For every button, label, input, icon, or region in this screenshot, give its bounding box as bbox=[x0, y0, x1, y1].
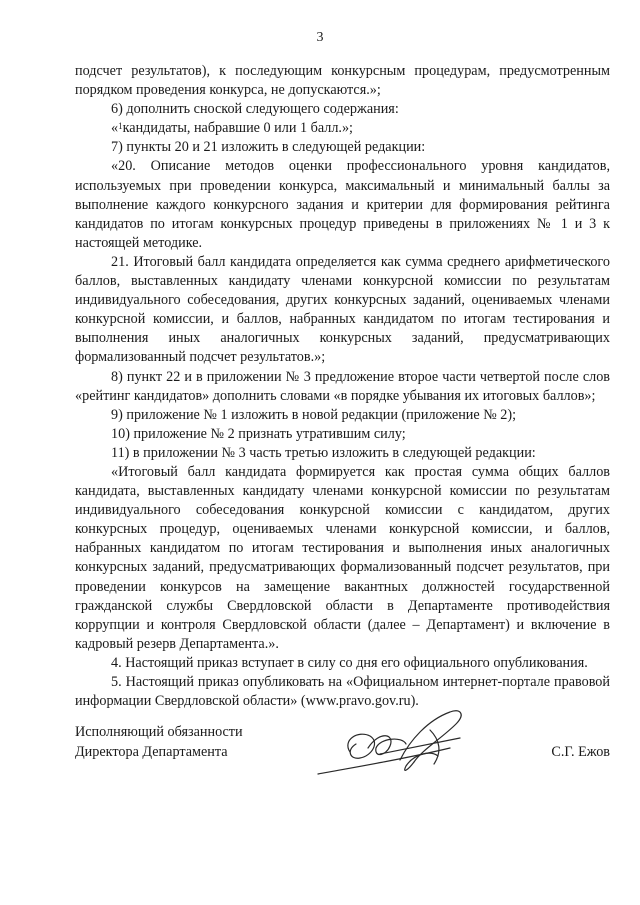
footnote-open-quote: « bbox=[111, 120, 119, 137]
paragraph-final-score-text: «Итоговый балл кандидата формируется как простая сумма общих баллов кандидата, выставленных кандидату членами конкурсной комиссии по результатам индивидуального собеседования конкурсной комиссии с кандидатом, других конкурсных процедур, оцениваемых членами конкурсной комиссии, и баллов, набранных кандидатом по итогам тестирования и выполнения иных аналогичных конкурсных заданий, предусматривающих формализованный подсчет результатов, при проведении конкурсов на замещение вакантных должностей государственной гражданской службы Свердловской области в Департаменте противодействия коррупции и контроля Свердловской области (далее – Департамент) и включение в кадровый резерв Департамента.». bbox=[75, 463, 610, 652]
footnote-content: кандидаты, набравшие 0 или 1 балл.»; bbox=[122, 120, 353, 137]
footnote-mark: 1 bbox=[118, 121, 123, 132]
signatory-position-line1: Исполняющий обязанности bbox=[75, 724, 243, 740]
paragraph-order-5: 5. Настоящий приказ опубликовать на «Официальном интернет-портале правовой информации Свердловской области» (www.pravo.gov.ru). bbox=[75, 674, 610, 710]
page-number: 3 bbox=[316, 30, 324, 45]
paragraph-item-9: 9) приложение № 1 изложить в новой редакции (приложение № 2); bbox=[111, 406, 517, 423]
paragraph-footnote-text bbox=[75, 119, 610, 138]
paragraph-item-6: 6) дополнить сноской следующего содержания: bbox=[111, 101, 399, 118]
signatory-position bbox=[75, 722, 243, 762]
paragraph-item-8: 8) пункт 22 и в приложении № 3 предложение второе части четвертой после слов «рейтинг кандидатов» дополнить словами «в порядке убывания их итоговых баллов»; bbox=[75, 368, 610, 404]
handwritten-signature bbox=[310, 700, 480, 785]
paragraph-clause-21: 21. Итоговый балл кандидата определяется как сумма среднего арифметического баллов, выставленных кандидату членами конкурсной комиссии по результатам индивидуального собеседования, других конкурсных заданий, оцениваемых членами конкурсной комиссии, и баллов, набранных кандидатом по итогам тестирования и выполнения иных аналогичных конкурсных заданий, предусматривающих формализованный подсчет результатов.»; bbox=[75, 253, 610, 366]
paragraph-clause-20: «20. Описание методов оценки профессионального уровня кандидатов, используемых при проведении конкурса, максимальный и минимальный баллы за выполнение каждого конкурсного задания и критерии для формирования рейтинга кандидатов по итогам конкурсных процедур приведены в приложениях № 1 и 3 к настоящей методике. bbox=[75, 158, 610, 251]
paragraph-continuation: подсчет результатов), к последующим конкурсным процедурам, предусмотренным порядком проведения конкурса, не допускаются.»; bbox=[75, 63, 610, 99]
document-body bbox=[75, 62, 610, 711]
paragraph-item-7: 7) пункты 20 и 21 изложить в следующей редакции: bbox=[111, 139, 426, 156]
paragraph-item-11: 11) в приложении № 3 часть третью изложить в следующей редакции: bbox=[111, 444, 536, 461]
paragraph-item-10: 10) приложение № 2 признать утратившим силу; bbox=[111, 425, 406, 442]
signatory-name: С.Г. Ежов bbox=[551, 744, 610, 760]
paragraph-order-4: 4. Настоящий приказ вступает в силу со дня его официального опубликования. bbox=[111, 654, 588, 671]
signatory-position-line2: Директора Департамента bbox=[75, 744, 228, 760]
